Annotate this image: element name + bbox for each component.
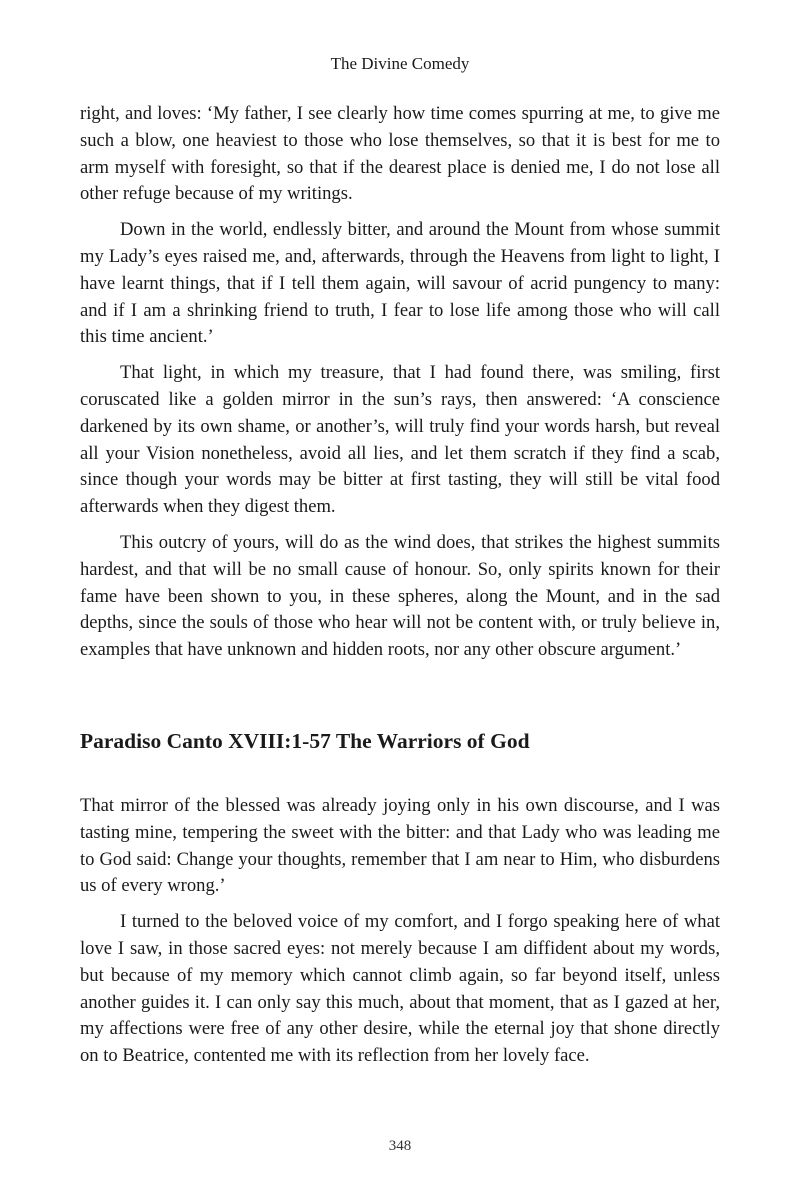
- paragraph: That light, in which my treasure, that I had found there, was smiling, first coruscated like a golden mirror in the sun’s rays, then answered: ‘A conscience darkened by its own shame, or another’s, will truly find your words harsh, but reveal all your Vision nonetheless, avoid all lies, and let them scratch if they find a scab, since though your words may be bitter at first tasting, they will still be vital food afterwards when they digest them.: [80, 362, 720, 518]
- paragraph: This outcry of yours, will do as the wind does, that strikes the highest summits hardest, and that will be no small cause of honour. So, only spirits known for their fame have been shown to you, in these spheres, along the Mount, and in the sad depths, since the souls of those who hear will not be content with, or truly believe in, examples that have unknown and hidden roots, nor any other obscure argument.’: [80, 531, 720, 661]
- page-number: 348: [388, 1138, 412, 1154]
- paragraph: Down in the world, endlessly bitter, and around the Mount from whose summit my Lady’s eyes raised me, and, afterwards, through the Heavens from light to light, I have learnt things, that if I tell them again, will savour of acrid pungency to many: and if I am a shrinking friend to truth, I fear to lose life among those who will call this time ancient.’: [80, 219, 720, 348]
- text-section-before-heading: [80, 101, 720, 664]
- running-header: The Divine Comedy: [330, 54, 470, 73]
- section-heading: Paradiso Canto XVIII:1-57 The Warriors of God: [80, 729, 530, 753]
- paragraph-first: That mirror of the blessed was already joying only in his own discourse, and I was tasting mine, tempering the sweet with the bitter: and that Lady who was leading me to God said: Change your thoughts, remember that I am near to Him, who disburdens us of every wrong.’: [80, 795, 720, 897]
- paragraph: I turned to the beloved voice of my comfort, and I forgo speaking here of what love I saw, in those sacred eyes: not merely because I am diffident about my words, but because of my memory which cannot climb again, so far beyond itself, unless another guides it. I can only say this much, about that moment, that as I gazed at her, my affections were free of any other desire, while the eternal joy that shone directly on to Beatrice, contented me with its reflection from her lovely face.: [80, 911, 720, 1067]
- paragraph-continued: right, and loves: ‘My father, I see clearly how time comes spurring at me, to give me such a blow, one heaviest to those who lose themselves, so that it is best for me to arm myself with foresight, so that if the dearest place is denied me, I do not lose all other refuge because of my writings.: [80, 103, 720, 205]
- text-section-after-heading: [80, 793, 720, 1070]
